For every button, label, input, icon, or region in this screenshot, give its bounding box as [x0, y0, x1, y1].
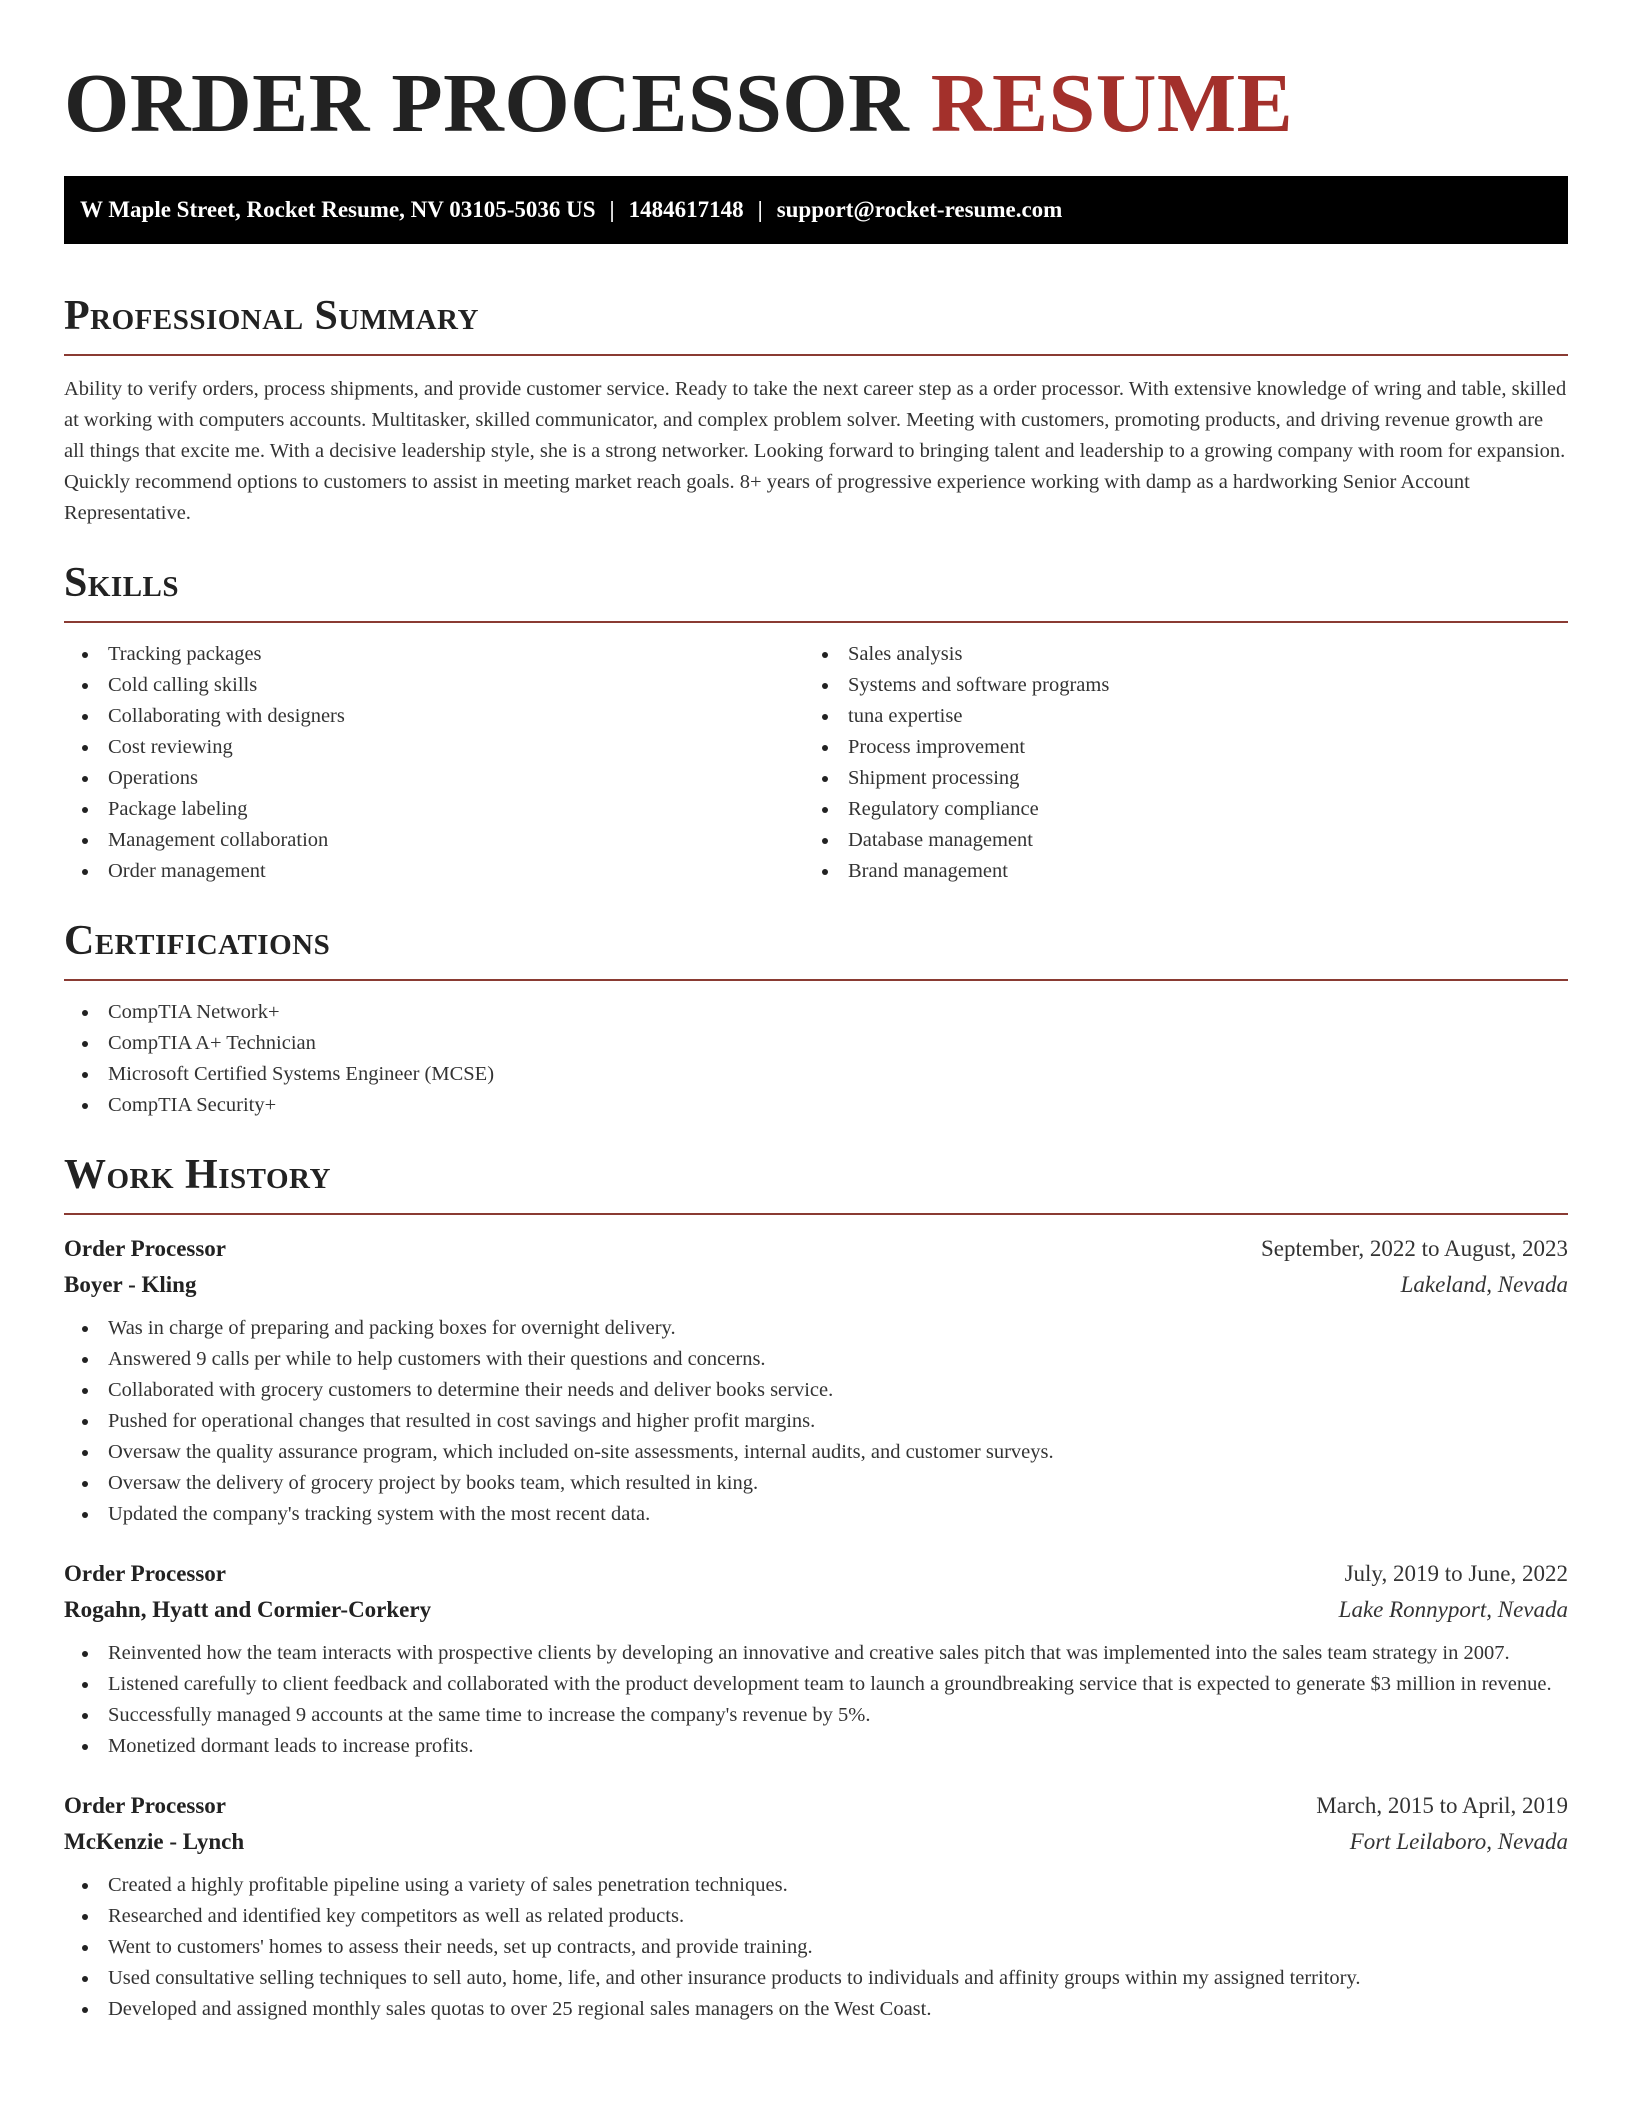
job-bullet: Updated the company's tracking system with the most recent data.: [64, 1499, 1568, 1530]
job-company-row: [64, 1824, 1568, 1860]
skills-heading: Skills: [64, 557, 1568, 623]
job-bullet: Monetized dormant leads to increase profits.: [64, 1731, 1568, 1762]
job-dates: March, 2015 to April, 2019: [1316, 1793, 1568, 1818]
job-bullet: Reinvented how the team interacts with prospective clients by developing an innovative and creative sales pitch that was implemented into the sales team strategy in 2007.: [64, 1638, 1568, 1669]
skill-item: tuna expertise: [804, 701, 1544, 732]
skill-item: Management collaboration: [64, 825, 804, 856]
contact-separator: |: [757, 197, 763, 222]
skills-left-list: [64, 639, 804, 887]
job-bullet: Pushed for operational changes that resulted in cost savings and higher profit margins.: [64, 1406, 1568, 1437]
job-bullet: Oversaw the quality assurance program, which included on-site assessments, internal audits, and customer surveys.: [64, 1437, 1568, 1468]
contact-separator: |: [609, 197, 615, 222]
summary-heading: Professional Summary: [64, 290, 1568, 356]
certification-item: CompTIA Network+: [64, 997, 1568, 1028]
skill-item: Order management: [64, 856, 804, 887]
skills-grid: [64, 639, 1568, 887]
work-section: [64, 1149, 1568, 2025]
job-entry: [64, 1556, 1568, 1762]
skill-item: Brand management: [804, 856, 1544, 887]
job-title: Order Processor: [64, 1561, 227, 1586]
resume-title: [64, 0, 1568, 176]
skills-right-list: [804, 639, 1544, 887]
certification-item: Microsoft Certified Systems Engineer (MCSE): [64, 1059, 1568, 1090]
skill-item: Cold calling skills: [64, 670, 804, 701]
job-title: Order Processor: [64, 1793, 227, 1818]
job-bullet: Answered 9 calls per while to help customers with their questions and concerns.: [64, 1344, 1568, 1375]
certifications-list: [64, 997, 1568, 1121]
skill-item: Collaborating with designers: [64, 701, 804, 732]
skill-item: Process improvement: [804, 732, 1544, 763]
skill-item: Package labeling: [64, 794, 804, 825]
certifications-heading: Certifications: [64, 915, 1568, 981]
job-bullet: Researched and identified key competitors as well as related products.: [64, 1901, 1568, 1932]
skill-item: Systems and software programs: [804, 670, 1544, 701]
contact-bar: [64, 176, 1568, 244]
job-title: Order Processor: [64, 1236, 227, 1261]
job-company: McKenzie - Lynch: [64, 1829, 245, 1854]
skills-section: [64, 557, 1568, 887]
title-accent: RESUME: [930, 57, 1294, 150]
job-location: Lake Ronnyport, Nevada: [1338, 1597, 1568, 1622]
contact-phone: 1484617148: [628, 197, 744, 222]
resume-page: [64, 0, 1568, 2025]
job-header-row: [64, 1788, 1568, 1824]
certification-item: CompTIA Security+: [64, 1090, 1568, 1121]
job-dates: July, 2019 to June, 2022: [1344, 1561, 1568, 1586]
summary-text: Ability to verify orders, process shipments, and provide customer service. Ready to take the next career step as a order processor. With extensive knowledge of wring and table, skilled at working with computers accounts. Multitasker, skilled communicator, and complex problem solver. Meeting with customers, promoting products, and driving revenue growth are all things that excite me. With a decisive leadership style, she is a strong networker. Looking forward to bringing talent and leadership to a growing company with room for expansion. Quickly recommend options to customers to assist in meeting market reach goals. 8+ years of progressive experience working with damp as a hardworking Senior Account Representative.: [64, 378, 1567, 524]
skill-item: Shipment processing: [804, 763, 1544, 794]
skill-item: Tracking packages: [64, 639, 804, 670]
job-company-row: [64, 1592, 1568, 1628]
title-main: ORDER PROCESSOR: [64, 57, 910, 150]
contact-email: support@rocket-resume.com: [776, 197, 1063, 222]
job-bullets: [64, 1313, 1568, 1530]
job-bullet: Went to customers' homes to assess their needs, set up contracts, and provide training.: [64, 1932, 1568, 1963]
jobs-list: [64, 1231, 1568, 2025]
skill-item: Sales analysis: [804, 639, 1544, 670]
job-entry: [64, 1788, 1568, 2025]
job-bullet: Collaborated with grocery customers to determine their needs and deliver books service.: [64, 1375, 1568, 1406]
job-bullet: Was in charge of preparing and packing boxes for overnight delivery.: [64, 1313, 1568, 1344]
certifications-section: [64, 915, 1568, 1121]
job-dates: September, 2022 to August, 2023: [1260, 1236, 1568, 1261]
skill-item: Regulatory compliance: [804, 794, 1544, 825]
job-bullet: Used consultative selling techniques to sell auto, home, life, and other insurance products to individuals and affinity groups within my assigned territory.: [64, 1963, 1568, 1994]
job-location: Lakeland, Nevada: [1400, 1272, 1568, 1297]
job-bullet: Successfully managed 9 accounts at the same time to increase the company's revenue by 5%.: [64, 1700, 1568, 1731]
job-bullets: [64, 1870, 1568, 2025]
job-bullet: Listened carefully to client feedback and collaborated with the product development team to launch a groundbreaking service that is expected to generate $3 million in revenue.: [64, 1669, 1568, 1700]
job-header-row: [64, 1231, 1568, 1267]
job-location: Fort Leilaboro, Nevada: [1349, 1829, 1568, 1854]
job-company: Rogahn, Hyatt and Cormier-Corkery: [64, 1597, 432, 1622]
contact-address: W Maple Street, Rocket Resume, NV 03105-5036 US: [80, 197, 596, 222]
skill-item: Operations: [64, 763, 804, 794]
job-bullets: [64, 1638, 1568, 1762]
job-bullet: Developed and assigned monthly sales quotas to over 25 regional sales managers on the West Coast.: [64, 1994, 1568, 2025]
job-company-row: [64, 1267, 1568, 1303]
job-bullet: Oversaw the delivery of grocery project by books team, which resulted in king.: [64, 1468, 1568, 1499]
job-company: Boyer - Kling: [64, 1272, 197, 1297]
job-entry: [64, 1231, 1568, 1530]
certification-item: CompTIA A+ Technician: [64, 1028, 1568, 1059]
job-bullet: Created a highly profitable pipeline using a variety of sales penetration techniques.: [64, 1870, 1568, 1901]
job-header-row: [64, 1556, 1568, 1592]
work-heading: Work History: [64, 1149, 1568, 1215]
summary-section: [64, 290, 1568, 529]
skill-item: Database management: [804, 825, 1544, 856]
skill-item: Cost reviewing: [64, 732, 804, 763]
